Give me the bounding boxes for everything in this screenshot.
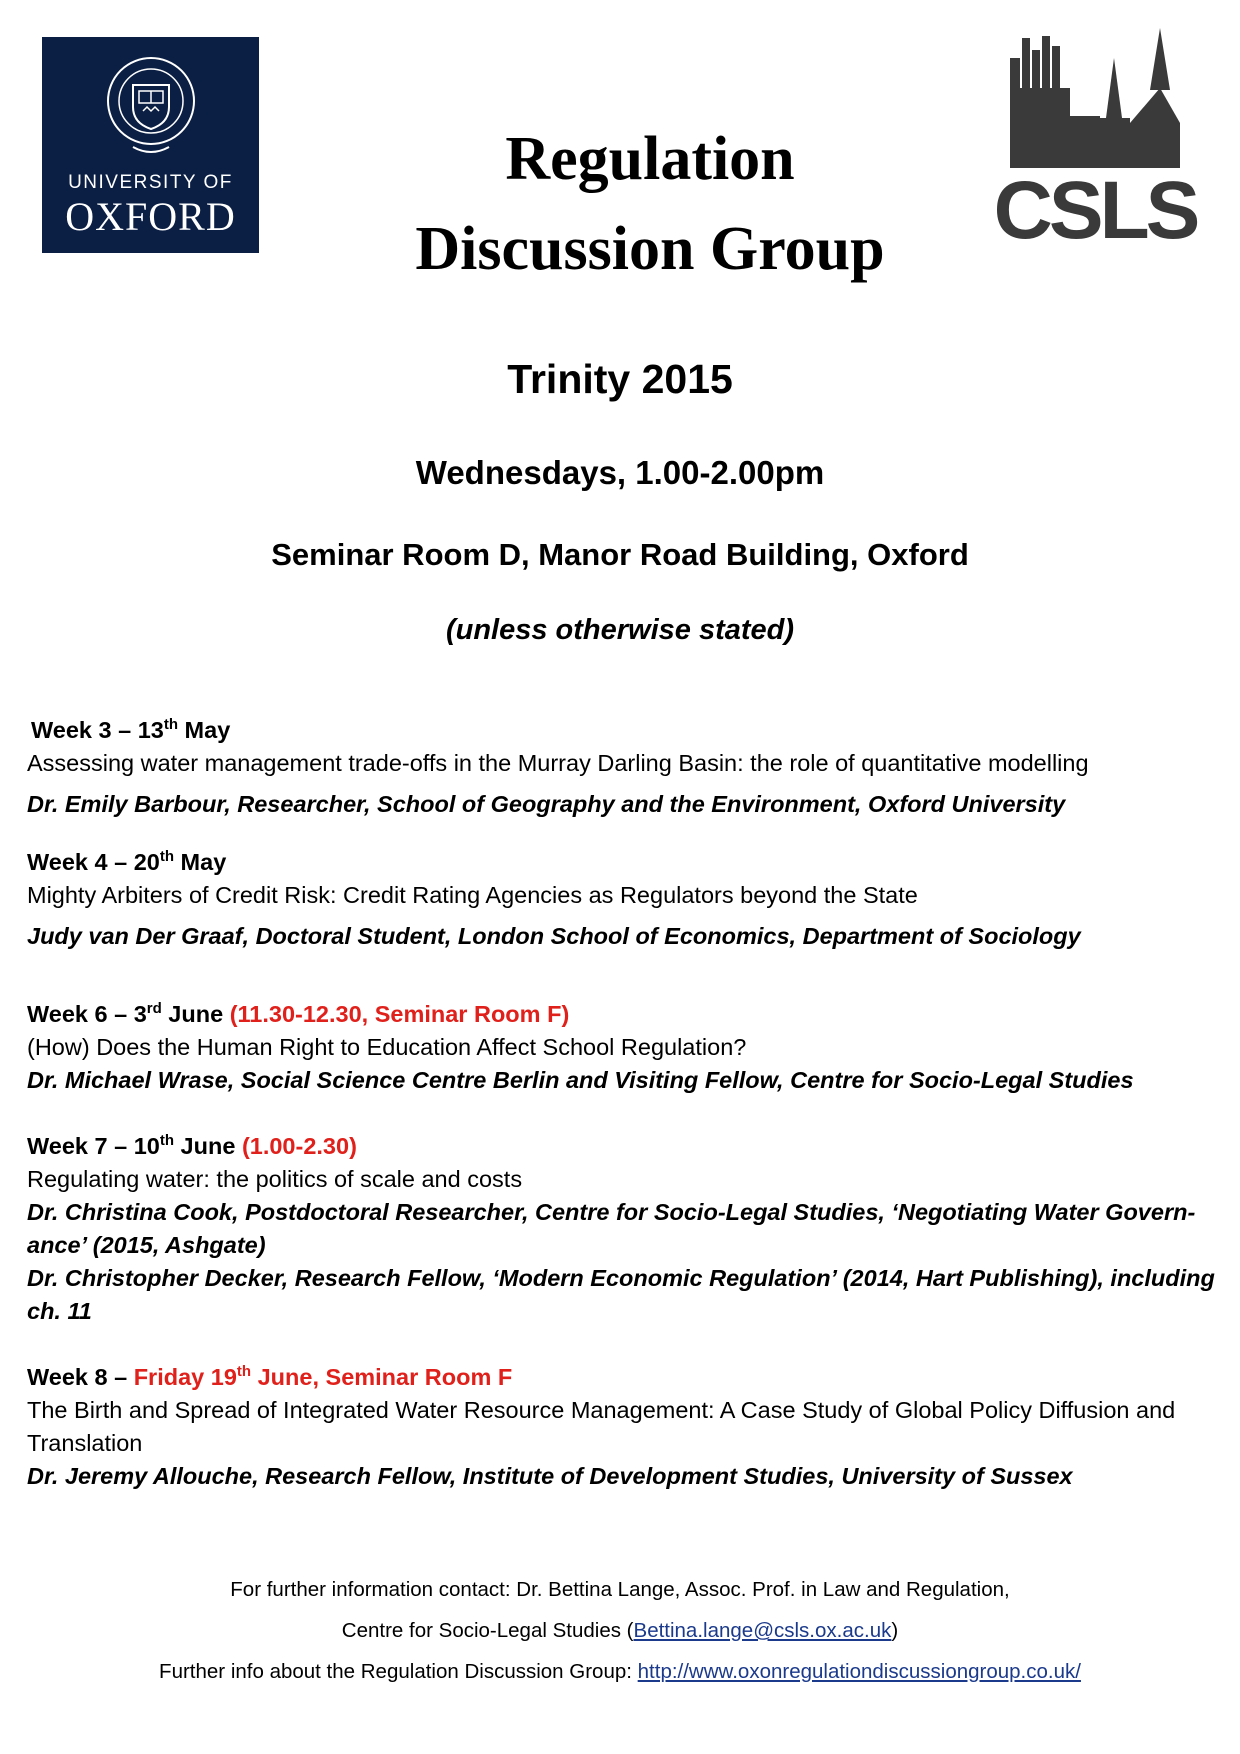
footer-centre	[0, 1619, 1240, 1643]
session-list	[27, 714, 1217, 1493]
oxford-logo	[42, 37, 259, 253]
session-speaker: Dr. Michael Wrase, Social Science Centre Berlin and Visiting Fellow, Centre for Socio-Legal Studies	[27, 1067, 1134, 1093]
session-month: May	[178, 717, 231, 743]
session-speaker: Dr. Emily Barbour, Researcher, School of Geography and the Environment, Oxford University	[27, 791, 1066, 817]
oxford-name-text: OXFORD	[65, 194, 236, 239]
session-speaker: Dr. Christina Cook, Postdoctoral Researcher, Centre for Socio-Legal Studies, ‘Negotiating Water Govern-ance’ (2015, Ashgate)	[27, 1199, 1196, 1258]
session-topic: The Birth and Spread of Integrated Water Resource Management: A Case Study of Global Policy Diffusion and Translation	[27, 1397, 1176, 1456]
session-month: May	[174, 849, 227, 875]
date-suffix: th	[236, 1363, 252, 1381]
footer-centre-text: Centre for Socio-Legal Studies (	[341, 1619, 634, 1642]
session-change-note: Friday 19	[133, 1364, 237, 1390]
date-suffix: rd	[146, 1000, 162, 1018]
title-line-2: Discussion Group	[415, 215, 885, 283]
session-week: Week 6 – 3	[27, 1001, 147, 1027]
session-speaker: Dr. Jeremy Allouche, Research Fellow, Institute of Development Studies, University of Sussex	[27, 1463, 1073, 1489]
footer-website	[0, 1660, 1240, 1684]
session-speaker: Dr. Christopher Decker, Research Fellow, ‘Modern Economic Regulation’ (2014, Hart Publishing), including ch. 11	[27, 1265, 1215, 1324]
session-week: Week 4 – 20	[27, 849, 160, 875]
session-week: Week 3 – 13	[31, 717, 164, 743]
session-week-8	[27, 1361, 1217, 1493]
date-suffix: th	[163, 716, 179, 734]
session-heading	[27, 846, 1217, 879]
session-change-note: (11.30-12.30, Seminar Room F)	[229, 1001, 570, 1027]
footer-contact: For further information contact: Dr. Bettina Lange, Assoc. Prof. in Law and Regulation,	[230, 1578, 1010, 1601]
csls-text: CSLS	[993, 165, 1197, 256]
session-change-note: (1.00-2.30)	[241, 1133, 357, 1159]
oxford-crest-icon	[103, 55, 199, 159]
time-heading: Wednesdays, 1.00-2.00pm	[415, 454, 825, 491]
session-heading	[27, 714, 1217, 747]
session-heading	[27, 1361, 1217, 1394]
session-week-7	[27, 1130, 1217, 1328]
date-suffix: th	[159, 1132, 175, 1150]
session-week: Week 7 – 10	[27, 1133, 160, 1159]
session-week: Week 8 –	[27, 1364, 134, 1390]
location-heading: Seminar Room D, Manor Road Building, Oxford	[271, 537, 969, 572]
session-week-6	[27, 998, 1217, 1097]
title-line-1: Regulation	[505, 125, 795, 193]
session-month: June	[174, 1133, 242, 1159]
csls-logo	[993, 28, 1197, 256]
website-link[interactable]: http://www.oxonregulationdiscussiongroup.co.uk/	[637, 1660, 1081, 1683]
session-heading	[27, 1130, 1217, 1163]
session-topic: Assessing water management trade-offs in the Murray Darling Basin: the role of quantitative modelling	[27, 750, 1089, 776]
session-week-3	[27, 714, 1217, 821]
term-heading: Trinity 2015	[507, 356, 733, 402]
session-week-4	[27, 846, 1217, 953]
footer-centre-close: )	[891, 1619, 899, 1642]
session-speaker: Judy van Der Graaf, Doctoral Student, London School of Economics, Department of Sociology	[27, 923, 1081, 949]
session-heading	[27, 998, 1217, 1031]
oxford-university-text: UNIVERSITY OF	[68, 172, 233, 193]
session-topic: Regulating water: the politics of scale and costs	[27, 1166, 523, 1192]
session-topic: Mighty Arbiters of Credit Risk: Credit Rating Agencies as Regulators beyond the State	[27, 882, 918, 908]
date-suffix: th	[159, 848, 175, 866]
session-change-note-rest: June, Seminar Room F	[251, 1364, 513, 1390]
footer-website-text: Further info about the Regulation Discussion Group:	[159, 1660, 638, 1683]
location-note: (unless otherwise stated)	[445, 614, 795, 646]
contact-email-link[interactable]: Bettina.lange@csls.ox.ac.uk	[633, 1619, 892, 1642]
session-topic: (How) Does the Human Right to Education Affect School Regulation?	[27, 1034, 747, 1060]
session-month: June	[161, 1001, 230, 1027]
